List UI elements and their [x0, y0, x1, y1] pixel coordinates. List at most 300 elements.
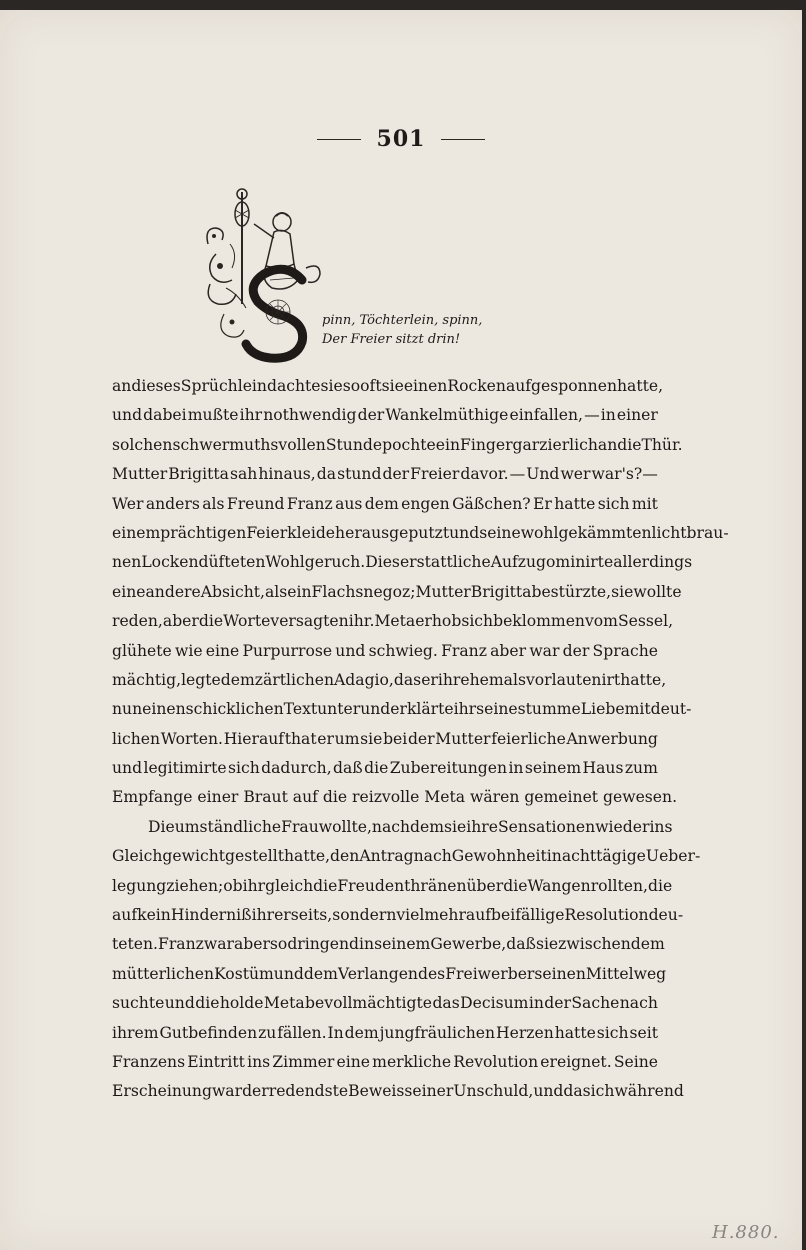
- word: aufgesponnen: [505, 377, 617, 395]
- word: schicklichen: [185, 700, 284, 719]
- word: gleich: [265, 876, 314, 895]
- word: dieses: [131, 377, 181, 395]
- word: solchen: [112, 435, 173, 454]
- header-rule-right: [441, 139, 485, 140]
- word: anders: [145, 494, 200, 513]
- word: war: [203, 935, 234, 954]
- word: Seine: [613, 1052, 658, 1071]
- word: redendste: [268, 1082, 349, 1101]
- word: sie: [444, 817, 467, 836]
- word: —: [509, 465, 526, 484]
- word: Decisum: [460, 994, 529, 1013]
- word: um: [334, 729, 360, 748]
- word: lichen: [112, 729, 161, 748]
- word: seinem: [374, 935, 431, 954]
- word: Franzens: [112, 1052, 186, 1071]
- word: ins: [247, 1052, 271, 1071]
- word: einen: [403, 377, 448, 395]
- word: Ueber-: [645, 847, 701, 866]
- word: die: [364, 759, 389, 778]
- word: ob: [223, 876, 243, 895]
- word: nen: [112, 553, 142, 572]
- word: an: [112, 377, 132, 395]
- text-line: [112, 401, 658, 430]
- text-line: [112, 607, 674, 636]
- word: Herzen: [496, 1023, 554, 1042]
- word: sich: [596, 1023, 629, 1042]
- word: Gäßchen?: [452, 494, 531, 513]
- word: umständliche: [174, 817, 282, 836]
- word: bestürzte,: [531, 582, 612, 601]
- word: Brigitta: [168, 465, 229, 484]
- word: herausgeputzt: [335, 523, 450, 542]
- word: Wohlgeruch.: [265, 553, 366, 572]
- word: nothwendig: [263, 406, 357, 425]
- word: hatte,: [283, 847, 331, 866]
- text-line: [112, 725, 658, 754]
- word: that: [284, 729, 317, 748]
- text-line: [112, 813, 673, 842]
- word: Gewohnheit: [451, 847, 547, 866]
- word: deu-: [648, 906, 684, 925]
- word: Franz: [158, 935, 204, 954]
- word: ihre: [466, 817, 498, 836]
- word: der: [407, 729, 435, 748]
- word: andere: [145, 582, 201, 601]
- word: die: [198, 612, 224, 631]
- word: sondern: [332, 906, 397, 925]
- word: aber: [233, 935, 270, 954]
- word: lichtbrau-: [651, 523, 729, 542]
- word: und: [449, 523, 480, 542]
- word: die: [617, 435, 642, 454]
- word: während: [614, 1082, 684, 1101]
- word: kein: [137, 906, 171, 925]
- word: teten.: [112, 935, 158, 954]
- word: Franz: [441, 641, 487, 660]
- word: Rocken: [447, 377, 506, 395]
- word: engen: [401, 494, 450, 513]
- word: legte: [181, 670, 221, 689]
- word: Beweis: [348, 1082, 405, 1101]
- word: zum: [624, 759, 658, 778]
- word: bevollmächtigte: [305, 994, 433, 1013]
- word: die: [648, 876, 673, 895]
- word: Thür.: [641, 435, 683, 454]
- word: Freiwerbers: [445, 964, 543, 983]
- word: ein: [287, 582, 312, 601]
- word: mütterlichen: [112, 964, 215, 983]
- word: hatte: [554, 494, 596, 513]
- word: zu: [258, 1023, 277, 1042]
- text-line: [112, 1019, 658, 1048]
- word: seinem: [524, 759, 582, 778]
- word: suchte: [112, 994, 165, 1013]
- word: und: [360, 700, 391, 719]
- word: einen: [142, 700, 186, 719]
- word: Die: [148, 817, 175, 836]
- word: aber: [490, 641, 527, 660]
- word: vielmehr: [396, 906, 466, 925]
- word: einer: [616, 406, 658, 425]
- word: Haus: [582, 759, 624, 778]
- text-line: [112, 519, 729, 548]
- word: wieder: [595, 817, 650, 836]
- word: so: [342, 377, 361, 395]
- word: Anwerbung: [566, 729, 658, 748]
- word: Hierauf: [223, 729, 285, 748]
- text-line: [112, 637, 658, 666]
- word: Brigitta: [470, 582, 532, 601]
- page-number: 501: [376, 126, 426, 152]
- word: hatte,: [617, 377, 664, 395]
- word: schwermuthsvollen: [172, 435, 326, 454]
- word: der: [562, 641, 590, 660]
- word: ziehen;: [166, 876, 224, 895]
- word: hatte: [554, 1023, 596, 1042]
- word: Gleichgewicht: [112, 847, 226, 866]
- word: Mittelweg: [585, 964, 667, 983]
- word: Sessel,: [617, 612, 674, 631]
- word: mit: [631, 494, 658, 513]
- word: Zimmer: [272, 1052, 335, 1071]
- word: daß: [506, 935, 536, 954]
- word: mußte: [187, 406, 239, 425]
- word: den: [330, 847, 360, 866]
- word: Mutter: [415, 582, 471, 601]
- word: glühete: [112, 641, 172, 660]
- library-shelfmark: H.880.: [712, 1222, 780, 1243]
- word: Verlangen: [337, 964, 418, 983]
- word: der: [357, 406, 385, 425]
- word: dem: [344, 1023, 379, 1042]
- word: Purpurrose: [242, 641, 333, 660]
- word: in: [546, 847, 562, 866]
- word: Stunde: [325, 435, 383, 454]
- word: und: [273, 964, 304, 983]
- word: dem: [364, 494, 399, 513]
- word: in: [359, 935, 375, 954]
- word: der: [382, 465, 410, 484]
- word: legung: [112, 876, 167, 895]
- word: über: [466, 876, 504, 895]
- text-line: [112, 490, 658, 519]
- word: Kostüm: [214, 964, 274, 983]
- word: das: [432, 994, 460, 1013]
- word: er: [317, 729, 334, 748]
- word: die: [313, 876, 338, 895]
- word: war: [529, 641, 560, 660]
- word: dem: [630, 935, 665, 954]
- word: ein: [435, 435, 461, 454]
- word: so: [269, 935, 288, 954]
- text-line: [112, 901, 684, 930]
- text-line: [112, 372, 664, 401]
- word: Zubereitungen: [389, 759, 508, 778]
- word: Antrag: [359, 847, 414, 866]
- word: düfteten: [198, 553, 266, 572]
- header-rule-left: [317, 139, 361, 140]
- word: —: [584, 406, 600, 425]
- word: mächtig,: [112, 670, 182, 689]
- word: als: [264, 582, 288, 601]
- word: stattliche: [416, 553, 491, 572]
- word: Wankelmüthige: [385, 406, 509, 425]
- word: wollte: [633, 582, 682, 601]
- word: dachte: [266, 377, 321, 395]
- word: gestellt: [225, 847, 284, 866]
- word: sie: [320, 377, 343, 395]
- word: das: [393, 670, 422, 689]
- word: seiner: [404, 1082, 454, 1101]
- text-line: [112, 695, 692, 724]
- word: ins: [649, 817, 673, 836]
- word: Feierkleide: [246, 523, 336, 542]
- word: achttägige: [561, 847, 646, 866]
- word: die: [195, 994, 220, 1013]
- word: seine: [476, 700, 518, 719]
- word: sich: [461, 612, 494, 631]
- word: und: [112, 759, 143, 778]
- word: Unschuld,: [453, 1082, 534, 1101]
- word: In: [327, 1023, 344, 1042]
- word: Text: [283, 700, 318, 719]
- text-line: [112, 460, 658, 489]
- text-line: [112, 1048, 658, 1077]
- word: Meta: [263, 994, 305, 1013]
- word: ominirte: [546, 553, 614, 572]
- word: Liebe: [580, 700, 625, 719]
- word: eine: [112, 582, 146, 601]
- word: einem: [112, 523, 161, 542]
- word: Dieser: [365, 553, 417, 572]
- word: zärtlichen: [254, 670, 335, 689]
- text-line: [112, 666, 667, 695]
- word: allerdings: [613, 553, 693, 572]
- word: Gutbefinden: [159, 1023, 258, 1042]
- word: ihr: [453, 700, 477, 719]
- word: und: [164, 994, 195, 1013]
- word: ihr.: [348, 612, 375, 631]
- word: stumme: [517, 700, 581, 719]
- word: Mutter: [112, 465, 168, 484]
- word: Locken: [141, 553, 199, 572]
- word: Revolution: [453, 1052, 539, 1071]
- word: deut-: [650, 700, 692, 719]
- word: und: [335, 641, 366, 660]
- word: aus: [335, 494, 363, 513]
- word: die: [503, 876, 528, 895]
- text-line: [112, 989, 658, 1018]
- word: seit: [629, 1023, 658, 1042]
- word: versagten: [270, 612, 349, 631]
- word: seine: [479, 523, 521, 542]
- word: er: [421, 670, 438, 689]
- word: unter: [317, 700, 361, 719]
- word: Worte: [223, 612, 271, 631]
- text-line: [112, 431, 683, 460]
- word: reden,: [112, 612, 163, 631]
- word: oft: [360, 377, 382, 395]
- word: nach: [413, 847, 452, 866]
- word: ihrem: [112, 1023, 159, 1042]
- word: Wer: [112, 494, 144, 513]
- word: Sache: [571, 994, 620, 1013]
- word: eine: [336, 1052, 371, 1071]
- word: sich: [597, 494, 630, 513]
- word: Freudenthränen: [337, 876, 467, 895]
- word: nachdem: [371, 817, 445, 836]
- word: sie: [535, 935, 559, 954]
- text-line: [112, 930, 665, 959]
- word: war: [211, 1082, 243, 1101]
- word: dem: [303, 964, 338, 983]
- word: als: [202, 494, 225, 513]
- word: ehemals: [460, 670, 526, 689]
- decorated-initial-s-illustration: [202, 184, 327, 366]
- word: davor.: [460, 465, 509, 484]
- word: Hinderniß: [170, 906, 252, 925]
- word: vom: [584, 612, 618, 631]
- word: beifällige: [491, 906, 565, 925]
- word: rollten,: [590, 876, 649, 895]
- book-page: [0, 10, 802, 1250]
- word: sie: [611, 582, 634, 601]
- word: Resolution: [564, 906, 649, 925]
- word: ereignet.: [540, 1052, 612, 1071]
- text-line: [112, 578, 682, 607]
- word: auf: [465, 906, 492, 925]
- word: und: [533, 1082, 564, 1101]
- word: daß: [333, 759, 363, 778]
- word: da: [316, 465, 337, 484]
- word: Freier: [410, 465, 460, 484]
- word: dabei: [143, 406, 187, 425]
- word: einfallen,: [509, 406, 583, 425]
- word: wohlgekämmten: [520, 523, 652, 542]
- word: erhob: [415, 612, 462, 631]
- word: Worten.: [160, 729, 224, 748]
- word: pochte: [382, 435, 436, 454]
- word: ihr: [242, 876, 266, 895]
- word: Wangen: [527, 876, 591, 895]
- word: stund: [337, 465, 382, 484]
- word: wollte,: [318, 817, 372, 836]
- page-header: [0, 126, 802, 152]
- word: des: [417, 964, 446, 983]
- word: erklärte: [390, 700, 454, 719]
- word: holde: [219, 994, 264, 1013]
- word: Adagio,: [334, 670, 394, 689]
- word: ihr: [437, 670, 461, 689]
- word: Mutter: [435, 729, 491, 748]
- word: sich: [582, 1082, 615, 1101]
- word: sah: [230, 465, 258, 484]
- word: vorlautenirt: [525, 670, 621, 689]
- word: zwischen: [558, 935, 631, 954]
- word: fällen.: [277, 1023, 327, 1042]
- word: an: [597, 435, 618, 454]
- word: dem: [220, 670, 255, 689]
- word: wer: [560, 465, 591, 484]
- word: eine: [205, 641, 240, 660]
- word: in: [600, 406, 616, 425]
- word: Flachsnegoz;: [311, 582, 416, 601]
- word: auf: [112, 906, 138, 925]
- word: merkliche: [372, 1052, 452, 1071]
- text-line: [112, 842, 701, 871]
- word: ihrerseits,: [251, 906, 333, 925]
- word: sie: [381, 377, 404, 395]
- word: nach: [619, 994, 658, 1013]
- word: feierliche: [491, 729, 566, 748]
- word: Und: [526, 465, 560, 484]
- text-line: [112, 754, 658, 783]
- word: zierlich: [539, 435, 598, 454]
- word: nun: [112, 700, 143, 719]
- word: der: [544, 994, 571, 1013]
- word: schwieg.: [368, 641, 438, 660]
- text-line: [112, 548, 693, 577]
- word: hinaus,: [258, 465, 316, 484]
- verse-line-1: pinn, Töchterlein, spinn,: [322, 313, 483, 328]
- word: hatte,: [620, 670, 667, 689]
- word: gar: [512, 435, 540, 454]
- word: Er: [533, 494, 552, 513]
- word: Sensationen: [497, 817, 596, 836]
- word: in: [528, 994, 544, 1013]
- word: Sprache: [592, 641, 658, 660]
- word: Aufzug: [490, 553, 547, 572]
- text-line: [112, 1077, 684, 1106]
- word: in: [508, 759, 524, 778]
- word: ihr: [239, 406, 263, 425]
- word: wie: [175, 641, 203, 660]
- word: Absicht,: [200, 582, 265, 601]
- word: prächtigen: [160, 523, 247, 542]
- word: einen: [542, 964, 586, 983]
- text-line: Empfange einer Braut auf die reizvolle Meta wären gemeinet gewesen.: [112, 788, 678, 807]
- word: Eintritt: [187, 1052, 245, 1071]
- word: der: [242, 1082, 269, 1101]
- word: sie: [360, 729, 383, 748]
- word: und: [112, 406, 143, 425]
- word: sich: [228, 759, 260, 778]
- word: Meta: [374, 612, 416, 631]
- word: war's?—: [591, 465, 658, 484]
- word: Erscheinung: [112, 1082, 212, 1101]
- word: dringend: [287, 935, 360, 954]
- word: Freund: [226, 494, 285, 513]
- word: aber: [162, 612, 199, 631]
- word: Franz: [286, 494, 333, 513]
- text-line: [112, 872, 673, 901]
- word: jungfräulichen: [379, 1023, 496, 1042]
- word: mit: [624, 700, 651, 719]
- word: dadurch,: [261, 759, 332, 778]
- word: bei: [383, 729, 408, 748]
- word: Sprüchlein: [180, 377, 267, 395]
- word: Frau: [281, 817, 319, 836]
- word: Finger: [460, 435, 513, 454]
- verse-line-2: Der Freier sitzt drin!: [322, 332, 461, 347]
- text-line: [112, 960, 667, 989]
- body-text: [112, 372, 729, 1107]
- word: da: [563, 1082, 583, 1101]
- word: legitimirte: [143, 759, 227, 778]
- word: beklommen: [493, 612, 585, 631]
- word: Gewerbe,: [430, 935, 507, 954]
